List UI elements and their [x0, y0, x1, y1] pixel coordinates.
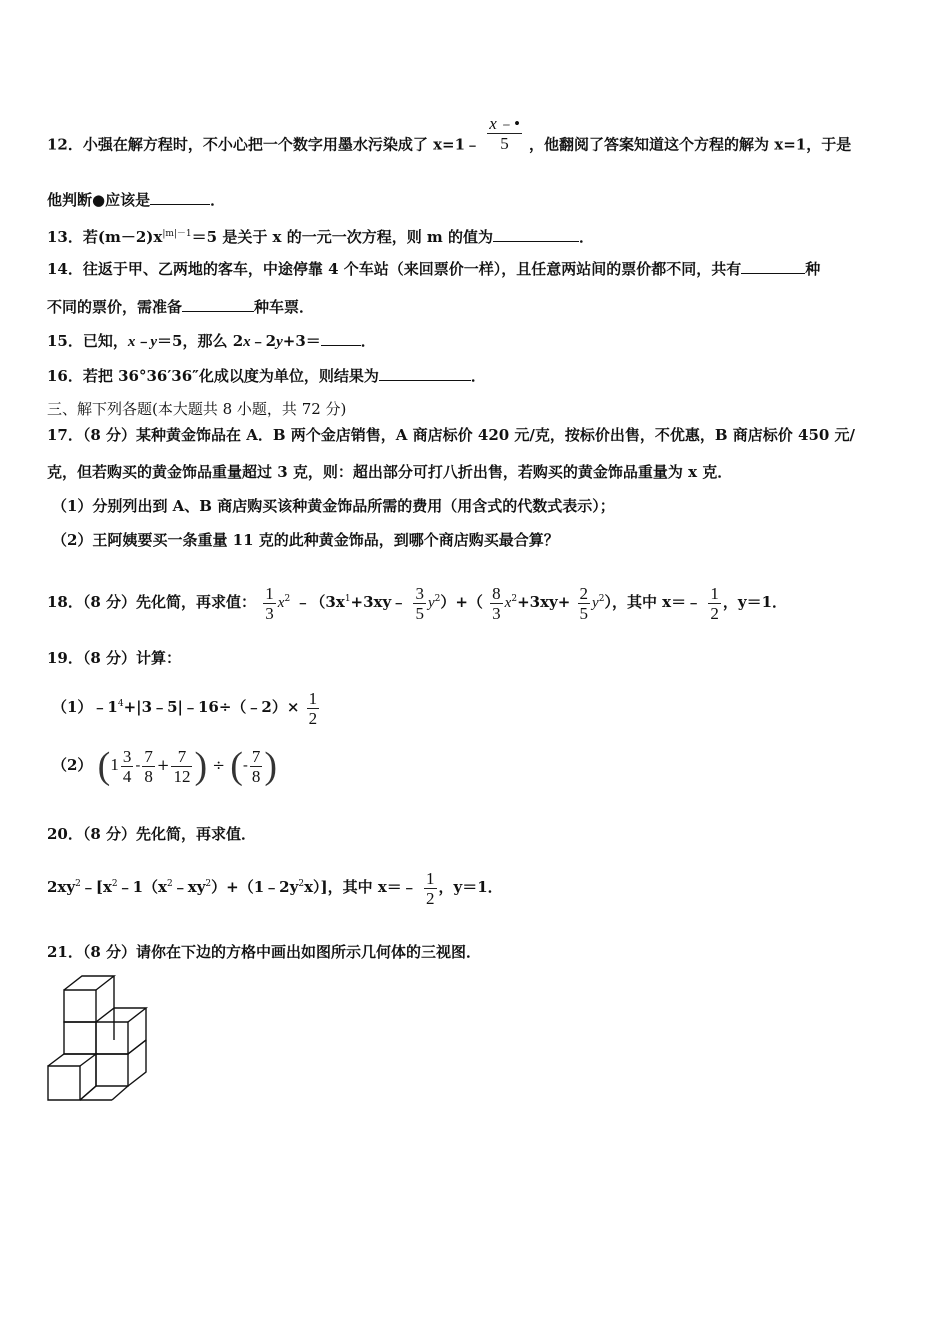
- q17-line2: 克，但若购买的黄金饰品重量超过 3 克，则：超出部分可打八折出售，若购买的黄金饰品重量为 x 克．: [47, 463, 733, 481]
- q18: 18．（8 分）先化简，再求值： $\frac{1}{3}$ $x^2$ $﹣(3x^1+3xy﹣$ $\frac{3}{5}$ $y^2)+$（ $\frac{8}{3}$ $x^2+3xy+$ $\frac{2}{5}$ $y^2$），其中 x＝﹣ $\frac{1}{2}$ ，y＝1．: [47, 583, 788, 623]
- answer-blank[interactable]: [493, 227, 579, 242]
- q17-sub2: （2）王阿姨要买一条重量 11 克的此种黄金饰品，到哪个商店购买最合算？: [52, 531, 559, 549]
- cube-stack-figure: [44, 970, 164, 1110]
- q19-part2: （2） (1 $\frac{3}{4}$ - $\frac{7}{8}$ + $\frac{7}{12}$ ) ÷ (- $\frac{7}{8}$ ): [52, 745, 278, 787]
- q17-line1: 17．（8 分）某种黄金饰品在 A．B 两个金店销售，A 商店标价 420 元/克，按标价出售，不优惠，B 商店标价 450 元/: [47, 426, 856, 444]
- q12-frac-num: x﹣•: [489, 114, 520, 133]
- q17-sub1: （1）分别列出到 A、B 商店购买该种黄金饰品所需的费用（用含式的代数式表示）；: [52, 497, 615, 515]
- q19-title: 19．（8 分）计算：: [47, 649, 182, 667]
- q14-line2: 不同的票价，需准备 种车票．: [47, 298, 315, 316]
- answer-blank[interactable]: [150, 190, 210, 205]
- q12-line2: 他判断●应该是 ．: [47, 191, 226, 209]
- q12-line1: 12．小强在解方程时，不小心把一个数字用墨水污染成了 x=1﹣ $\frac{x﹣•}{5}$ ，他翻阅了答案知道这个方程的解为 x=1，于是: [47, 114, 852, 154]
- answer-blank[interactable]: [182, 297, 254, 312]
- q12-fraction: [487, 114, 522, 153]
- q19-part1: $(1)﹣1^4+|3﹣5|﹣16\div(﹣2)\times$ $\frac{1}{2}$: [52, 688, 318, 728]
- answer-blank[interactable]: [379, 366, 471, 381]
- answer-blank[interactable]: [741, 259, 805, 274]
- q13: 13．若$(m-2)x^{|m|-1}=5$ 是关于 x 的一元一次方程，则 m 的值为 ．: [47, 228, 595, 246]
- q15: 15．已知，x﹣y＝5，那么 2x﹣2y+3＝ ．: [47, 332, 376, 350]
- answer-blank[interactable]: [321, 331, 361, 346]
- q16: 16．若把 36°36′36″化成以度为单位，则结果为 ．: [47, 367, 486, 385]
- q12-frac-den: 5: [500, 134, 509, 153]
- section-title: 三、解下列各题(本大题共 8 小题，共 72 分): [47, 400, 347, 418]
- q21-title: 21．（8 分）请你在下边的方格中画出如图所示几何体的三视图．: [47, 943, 482, 961]
- q14-line1: 14．往返于甲、乙两地的客车，中途停靠 4 个车站（来回票价一样），且任意两站间的票价都不同，共有 种: [47, 260, 821, 278]
- q20-title: 20．（8 分）先化简，再求值．: [47, 825, 257, 843]
- q20-expr: $2xy^2﹣[x^2﹣1(x^2﹣xy^2)+(1﹣2y^2x)]$，其中 x＝﹣ $\frac{1}{2}$ ，y＝1．: [47, 868, 503, 908]
